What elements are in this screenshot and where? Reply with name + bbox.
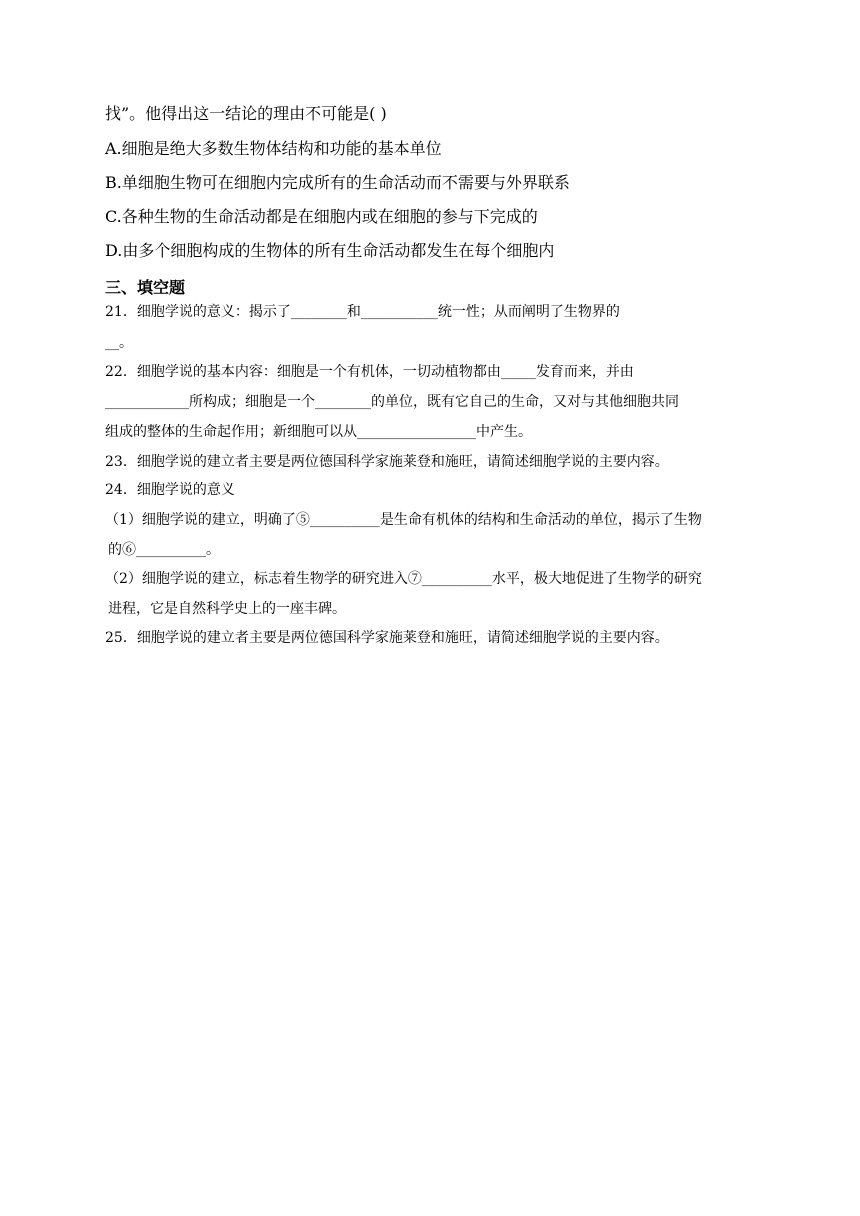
question-22-line-2: ____________所构成；细胞是一个________的单位，既有它自己的生命，又对与其他细胞共同 (105, 394, 679, 410)
question-24-part-1-line-1: （1）细胞学说的建立，明确了⑤__________是生命有机体的结构和生命活动的单位，揭示了生物 (105, 512, 702, 528)
question-21-line-1: 21．细胞学说的意义：揭示了________和___________统一性；从而阐明了生物界的 (105, 304, 620, 320)
section-heading-fill-in: 三、填空题 (105, 278, 186, 297)
question-24-part-2-line-1: （2）细胞学说的建立，标志着生物学的研究进入⑦__________水平，极大地促进了生物学的研究 (105, 571, 702, 587)
option-c: C.各种生物的生命活动都是在细胞内或在细胞的参与下完成的 (105, 207, 538, 226)
question-25: 25．细胞学说的建立者主要是两位德国科学家施莱登和施旺，请简述细胞学说的主要内容。 (105, 630, 669, 646)
option-d: D.由多个细胞构成的生物体的所有生命活动都发生在每个细胞内 (105, 241, 555, 260)
option-b: B.单细胞生物可在细胞内完成所有的生命活动而不需要与外界联系 (105, 173, 570, 192)
question-22-line-3: 组成的整体的生命起作用；新细胞可以从_________________中产生。 (105, 424, 532, 440)
question-24-part-2-line-2: 进程，它是自然科学史上的一座丰碑。 (108, 601, 346, 617)
question-22-line-1: 22．细胞学说的基本内容：细胞是一个有机体，一切动植物都由_____发育而来，并由 (105, 364, 634, 380)
question-24-title: 24．细胞学说的意义 (105, 482, 235, 498)
question-21-line-2: __。 (105, 335, 133, 351)
question-24-part-1-line-2: 的⑥__________。 (108, 542, 220, 558)
question-20-stem-tail: 找”。他得出这一结论的理由不可能是( ) (105, 104, 387, 123)
option-a: A.细胞是绝大多数生物体结构和功能的基本单位 (105, 139, 442, 158)
question-23: 23．细胞学说的建立者主要是两位德国科学家施莱登和施旺，请简述细胞学说的主要内容。 (105, 454, 669, 470)
